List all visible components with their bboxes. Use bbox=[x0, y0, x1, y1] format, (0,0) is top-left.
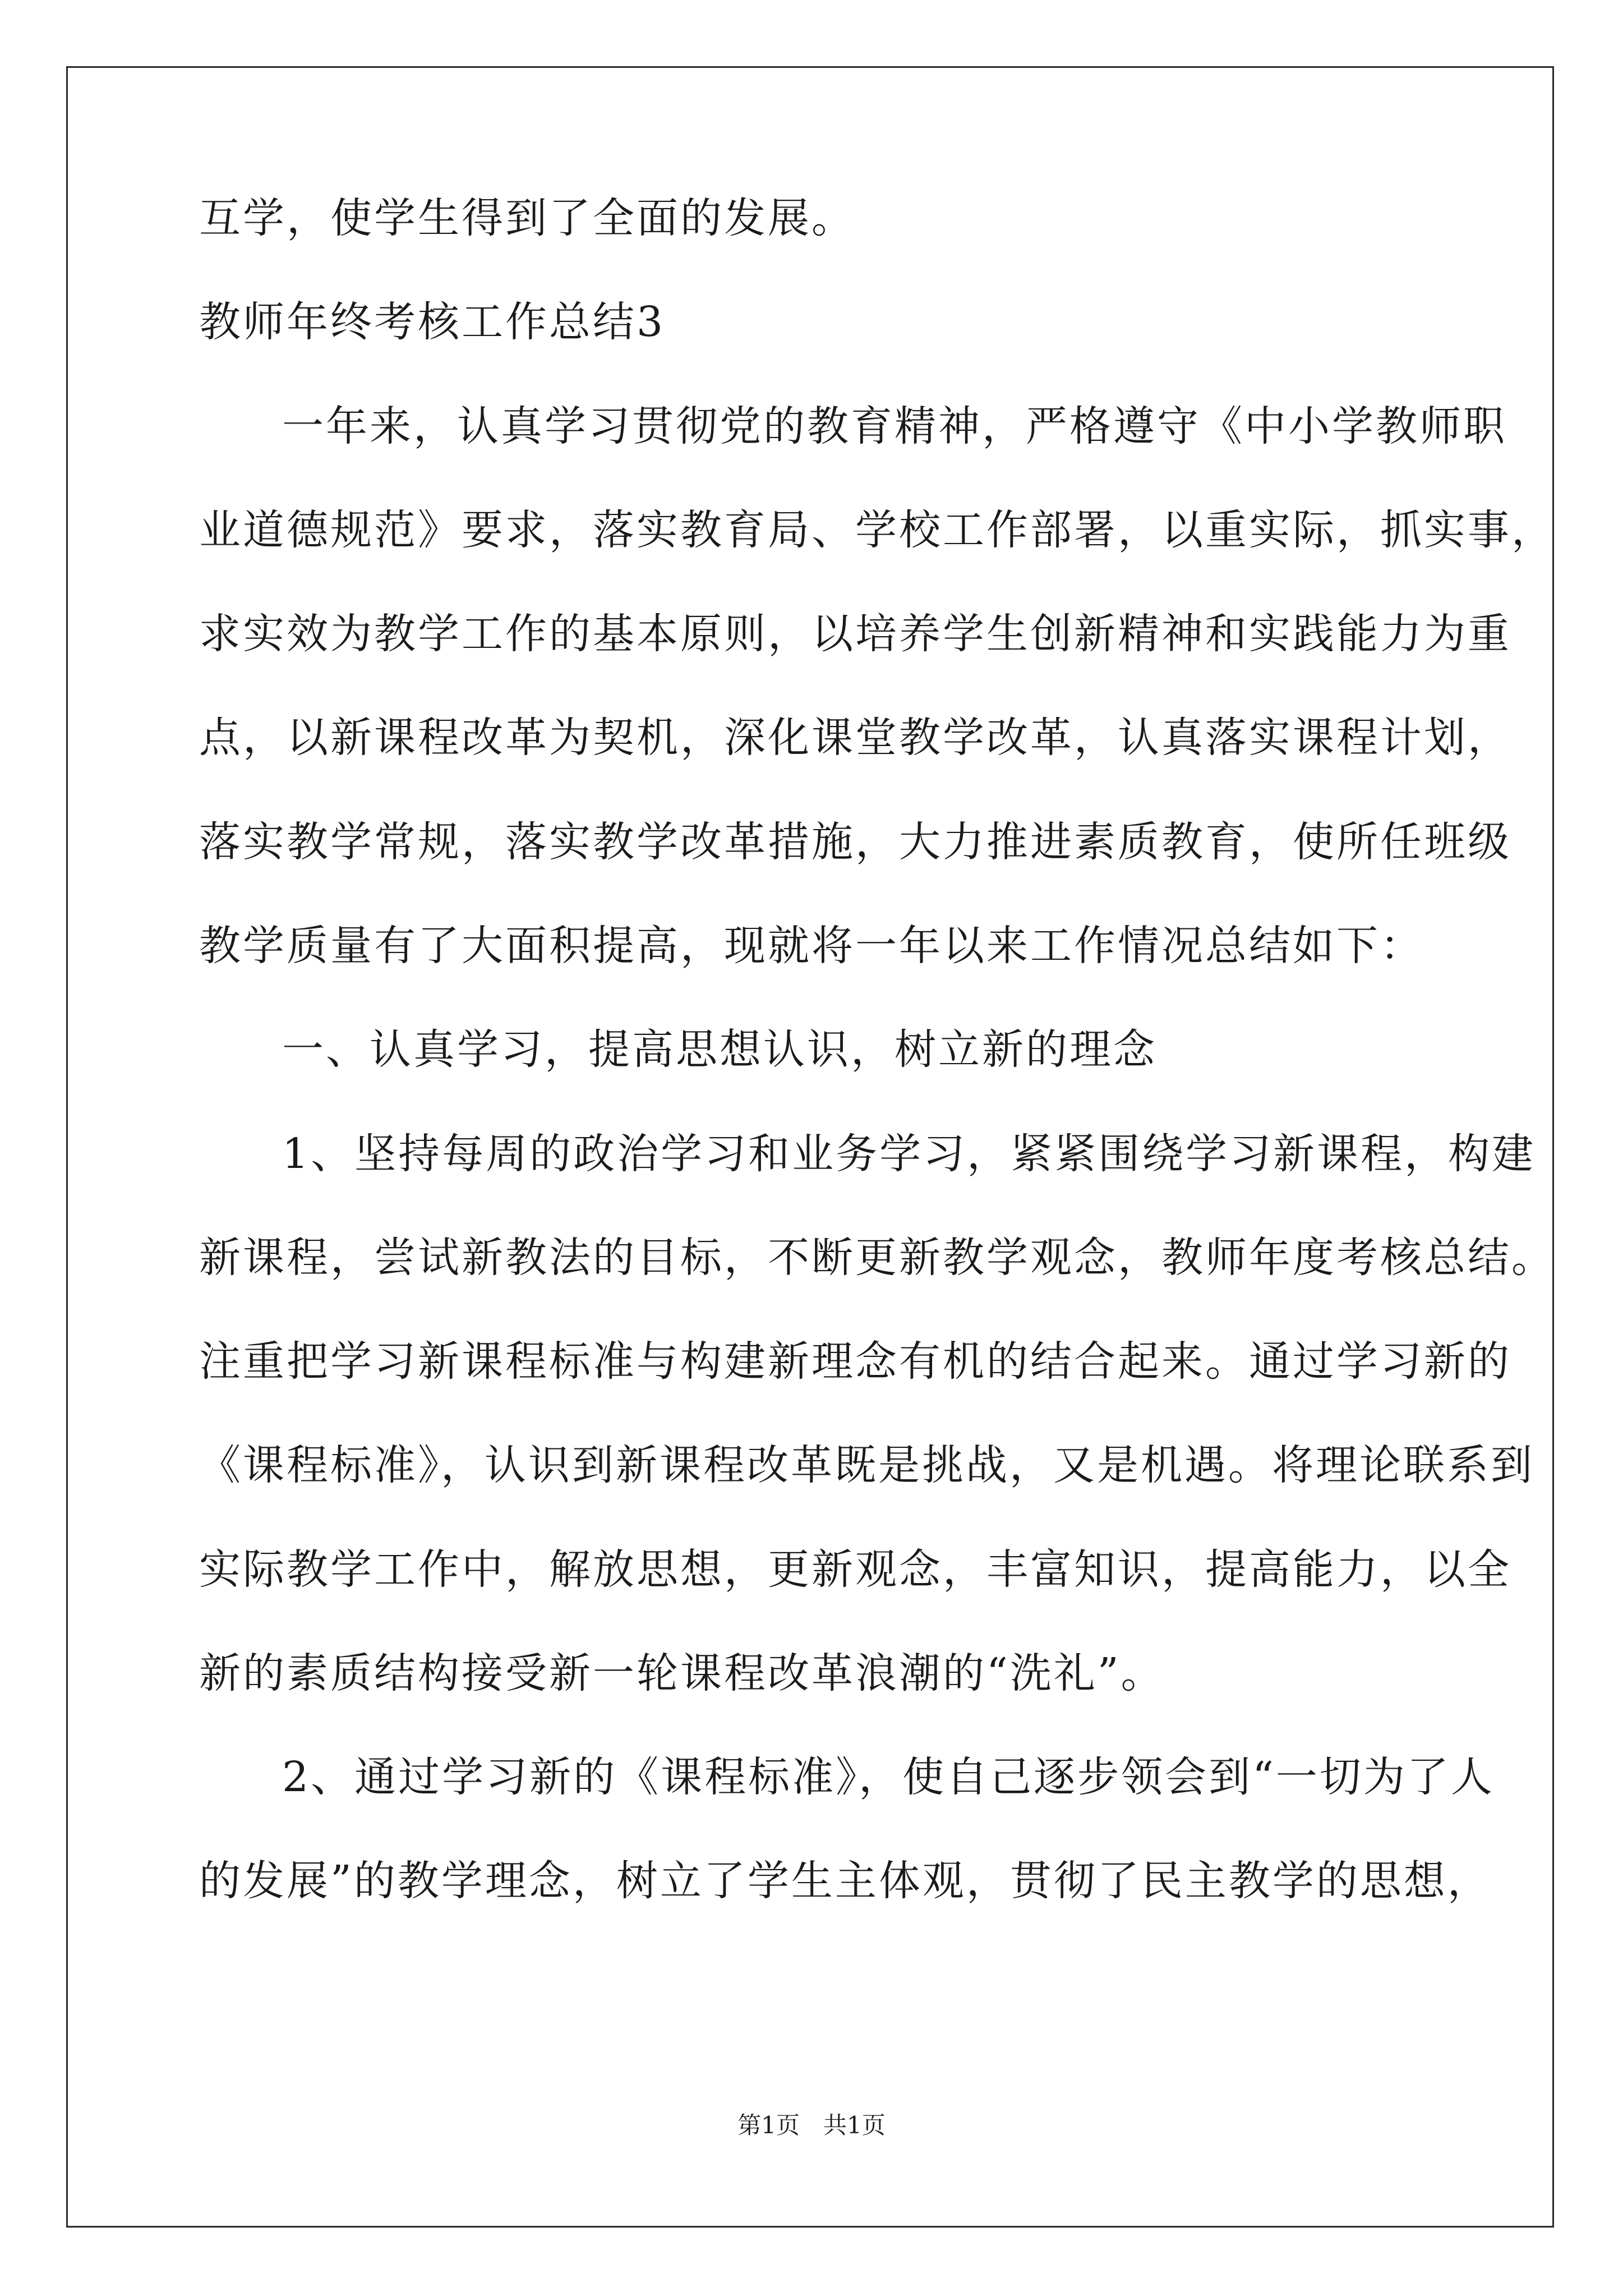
paragraph-line: 教学质量有了大面积提高，现就将一年以来工作情况总结如下： bbox=[199, 922, 1424, 970]
paragraph-line: 注重把学习新课程标准与构建新理念有机的结合起来。通过学习新的 bbox=[199, 1337, 1511, 1386]
paragraph-line: 求实效为教学工作的基本原则，以培养学生创新精神和实践能力为重 bbox=[199, 610, 1511, 658]
paragraph-line: 1、坚持每周的政治学习和业务学习，紧紧围绕学习新课程，构建 bbox=[282, 1130, 1536, 1178]
paragraph-line: 一年来，认真学习贯彻党的教育精神，严格遵守《中小学教师职 bbox=[282, 402, 1507, 450]
paragraph-line: 业道德规范》要求，落实教育局、学校工作部署，以重实际，抓实事， bbox=[199, 506, 1555, 554]
paragraph-line: 互学，使学生得到了全面的发展。 bbox=[199, 194, 855, 242]
paragraph-line: 《课程标准》，认识到新课程改革既是挑战，又是机遇。将理论联系到 bbox=[199, 1441, 1534, 1489]
page-footer: 第1页 共1页 bbox=[737, 2111, 886, 2139]
paragraph-line: 点，以新课程改革为契机，深化课堂教学改革，认真落实课程计划， bbox=[199, 714, 1511, 762]
subheading: 一、认真学习，提高思想认识，树立新的理念 bbox=[282, 1025, 1157, 1074]
paragraph-line: 的发展”的教学理念，树立了学生主体观，贯彻了民主教学的思想， bbox=[199, 1857, 1491, 1905]
paragraph-line: 2、通过学习新的《课程标准》，使自己逐步领会到“一切为了人 bbox=[282, 1753, 1495, 1801]
paragraph-line: 落实教学常规，落实教学改革措施，大力推进素质教育，使所任班级 bbox=[199, 818, 1511, 866]
section-heading: 教师年终考核工作总结3 bbox=[199, 298, 666, 346]
paragraph-line: 实际教学工作中，解放思想，更新观念，丰富知识，提高能力，以全 bbox=[199, 1545, 1511, 1594]
paragraph-line: 新的素质结构接受新一轮课程改革浪潮的“洗礼”。 bbox=[199, 1649, 1165, 1697]
paragraph-line: 新课程，尝试新教法的目标，不断更新教学观念，教师年度考核总结。 bbox=[199, 1234, 1555, 1282]
